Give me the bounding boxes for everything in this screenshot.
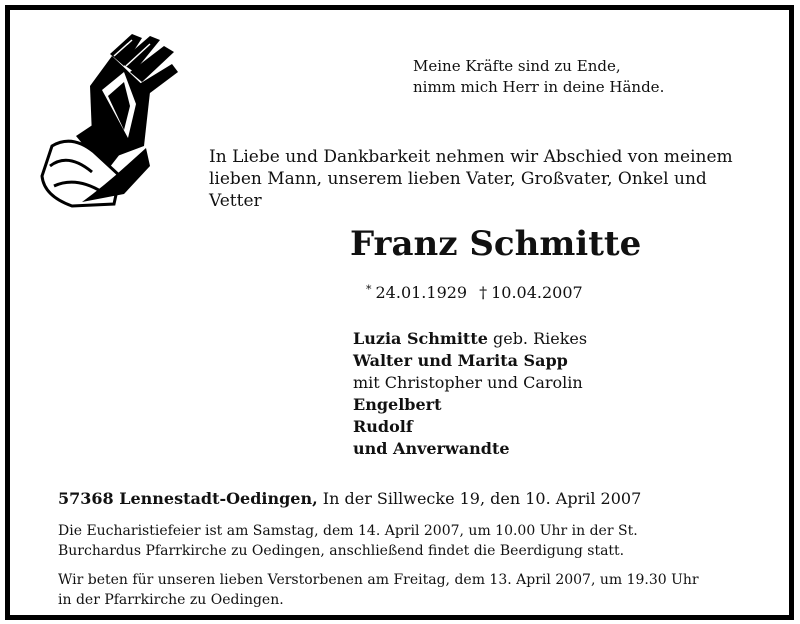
prayer-line: Wir beten für unseren lieben Verstorbenen am Freitag, dem 13. April 2007, um 19.30 Uhr [58, 572, 699, 588]
intro-line: Vetter [209, 191, 262, 211]
intro-line: In Liebe und Dankbarkeit nehmen wir Abschied von meinem [209, 147, 733, 167]
birth-star-icon: * [366, 283, 372, 296]
family-name: Walter und Marita Sapp [353, 351, 568, 370]
prayer-line: in der Pfarrkirche zu Oedingen. [58, 592, 284, 608]
praying-hands-icon [32, 26, 182, 212]
family-line [353, 350, 587, 372]
family-list [353, 328, 587, 460]
family-name: und Anverwandte [353, 439, 510, 458]
deceased-name: Franz Schmitte [350, 224, 642, 264]
family-line [353, 438, 587, 460]
obituary-frame [5, 5, 794, 620]
prayer-paragraph [58, 570, 768, 610]
family-line [353, 372, 587, 394]
service-line: Die Eucharistiefeier ist am Samstag, dem 14. April 2007, um 10.00 Uhr in der St. [58, 523, 638, 539]
quote-line: nimm mich Herr in deine Hände. [413, 78, 665, 96]
quote-line: Meine Kräfte sind zu Ende, [413, 57, 621, 75]
intro-line: lieben Mann, unserem lieben Vater, Großvater, Onkel und [209, 169, 707, 189]
family-name: Rudolf [353, 417, 413, 436]
service-line: Burchardus Pfarrkirche zu Oedingen, anschließend findet die Beerdigung statt. [58, 543, 625, 559]
place-address: In der Sillwecke 19, den 10. April 2007 [317, 489, 642, 508]
family-line [353, 416, 587, 438]
family-note: mit Christopher und Carolin [353, 373, 583, 392]
place-line [58, 489, 641, 508]
service-paragraph [58, 521, 738, 561]
place-city: 57368 Lennestadt-Oedingen, [58, 489, 318, 508]
family-name: Engelbert [353, 395, 442, 414]
family-line [353, 394, 587, 416]
quote [413, 56, 664, 98]
death-date: 10.04.2007 [491, 283, 583, 302]
family-line [353, 328, 587, 350]
death-cross-icon: † [479, 283, 488, 302]
family-note: geb. Riekes [487, 329, 588, 348]
intro-text [209, 146, 749, 212]
family-name: Luzia Schmitte [353, 329, 488, 348]
life-dates [366, 283, 583, 302]
birth-date: 24.01.1929 [375, 283, 468, 302]
